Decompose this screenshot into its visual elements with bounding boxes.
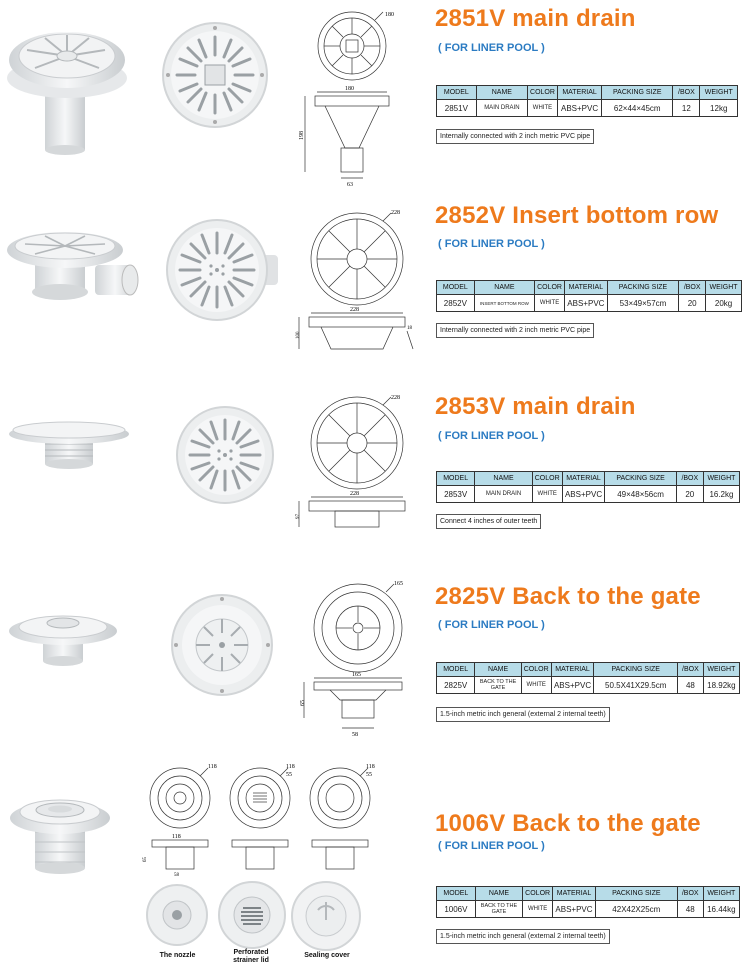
cell-color: WHITE [528,100,558,117]
header-model: MODEL [437,663,475,677]
spec-data-row [437,295,742,312]
cell-box: 12 [673,100,700,117]
header-weight: WEIGHT [703,472,739,486]
header-packing: PACKING SIZE [602,86,673,100]
cell-name: BACK TO THE GATE [475,901,522,918]
svg-text:100: 100 [296,331,301,339]
header-box: /BOX [677,887,703,901]
header-color: COLOR [521,663,551,677]
product-2825v [0,575,750,755]
header-model: MODEL [437,472,475,486]
header-model: MODEL [437,887,476,901]
cell-name: INSERT BOTTOM ROW [474,295,534,312]
cell-box: 20 [679,295,706,312]
svg-text:165: 165 [394,581,403,587]
product-title: 2853V main drain [435,393,636,420]
product-title: 1006V Back to the gate [435,810,701,837]
product-subtitle: ( FOR LINER POOL ) [438,430,545,442]
spec-header-row [437,86,738,100]
header-material: MATERIAL [553,887,596,901]
insert-top-photo [165,215,280,325]
drain-technical-drawing [295,8,420,188]
header-weight: WEIGHT [700,86,738,100]
header-weight: WEIGHT [706,281,742,295]
insert-technical-drawing [295,207,420,372]
svg-text:55: 55 [286,772,292,778]
cell-box: 48 [677,901,703,918]
header-color: COLOR [528,86,558,100]
header-weight: WEIGHT [703,887,739,901]
spec-data-row [437,486,740,503]
header-name: NAME [475,472,532,486]
svg-text:228: 228 [391,210,400,216]
svg-text:118: 118 [366,764,375,770]
product-2852v [0,195,750,385]
return-fitting-photo [5,790,120,880]
header-material: MATERIAL [562,472,605,486]
drain-technical-drawing [295,393,420,538]
cell-name: MAIN DRAIN [475,486,532,503]
header-color: COLOR [523,887,553,901]
svg-text:228: 228 [391,395,400,401]
sealing-cover-caption: Sealing cover [304,952,350,959]
product-note: Internally connected with 2 inch metric PVC pipe [436,129,594,144]
cell-color: WHITE [535,295,565,312]
cell-weight: 20kg [706,295,742,312]
spec-table [436,280,742,312]
spec-table [436,886,740,918]
svg-text:18: 18 [407,326,412,331]
header-box: /BOX [673,86,700,100]
svg-text:58: 58 [174,873,179,878]
header-model: MODEL [437,281,475,295]
sealing-cover-photo [290,880,362,952]
product-subtitle: ( FOR LINER POOL ) [438,238,545,250]
header-color: COLOR [535,281,565,295]
svg-text:198: 198 [299,131,305,140]
return-inlet-top-photo [170,593,275,698]
nozzle-caption: The nozzle [159,952,196,959]
svg-text:55: 55 [366,772,372,778]
cell-model: 2853V [437,486,475,503]
product-note: 1.5-inch metric inch general (external 2 internal teeth) [436,707,610,722]
cell-packing: 49×48×56cm [605,486,676,503]
product-1006v [0,755,750,968]
cell-model: 2852V [437,295,475,312]
cell-box: 48 [678,677,704,694]
svg-text:58: 58 [352,732,358,738]
header-box: /BOX [679,281,706,295]
header-name: NAME [475,887,522,901]
header-packing: PACKING SIZE [594,663,678,677]
header-packing: PACKING SIZE [607,281,679,295]
spec-header-row [437,281,742,295]
header-weight: WEIGHT [703,663,739,677]
cell-weight: 18.92kg [703,677,739,694]
header-packing: PACKING SIZE [595,887,677,901]
header-model: MODEL [437,86,477,100]
product-subtitle: ( FOR LINER POOL ) [438,42,545,54]
spec-header-row [437,472,740,486]
insert-side-photo [5,220,145,310]
product-subtitle: ( FOR LINER POOL ) [438,619,545,631]
svg-text:180: 180 [345,86,354,92]
header-material: MATERIAL [551,663,594,677]
svg-text:97: 97 [296,514,301,519]
product-title: 2825V Back to the gate [435,583,701,610]
header-name: NAME [475,663,521,677]
spec-data-row [437,677,740,694]
cell-material: ABS+PVC [557,100,601,117]
header-box: /BOX [676,472,703,486]
header-box: /BOX [678,663,704,677]
cell-model: 2825V [437,677,475,694]
cell-packing: 62×44×45cm [602,100,673,117]
cell-material: ABS+PVC [553,901,596,918]
drain-side-photo [5,10,135,160]
cell-material: ABS+PVC [565,295,608,312]
product-2853v [0,385,750,575]
nozzle-photo [145,883,210,948]
product-2851v [0,0,750,195]
spec-data-row [437,901,740,918]
cell-weight: 12kg [700,100,738,117]
cell-color: WHITE [523,901,553,918]
svg-text:180: 180 [385,12,394,18]
drain-top-photo [175,405,275,505]
drain-side-photo [5,410,135,480]
product-note: Internally connected with 2 inch metric PVC pipe [436,323,594,338]
return-inlet-technical-drawing [300,578,420,738]
svg-text:118: 118 [172,834,181,840]
svg-text:65: 65 [300,700,306,706]
cell-name: BACK TO THE GATE [475,677,521,694]
cell-material: ABS+PVC [562,486,605,503]
header-name: NAME [474,281,534,295]
svg-text:118: 118 [286,764,295,770]
spec-table [436,471,740,503]
drain-top-photo [160,20,270,130]
cell-color: WHITE [532,486,562,503]
cell-model: 1006V [437,901,476,918]
header-color: COLOR [532,472,562,486]
cell-packing: 42X42X25cm [595,901,677,918]
return-inlet-side-photo [5,603,135,673]
product-note: 1.5-inch metric inch general (external 2 internal teeth) [436,929,610,944]
spec-header-row [437,887,740,901]
fitting-technical-drawings [140,760,380,885]
product-title: 2852V Insert bottom row [435,202,719,229]
header-material: MATERIAL [557,86,601,100]
header-name: NAME [476,86,527,100]
spec-data-row [437,100,738,117]
svg-text:165: 165 [352,672,361,678]
cell-weight: 16.2kg [703,486,739,503]
cell-box: 20 [676,486,703,503]
svg-text:65: 65 [143,857,148,862]
product-note: Connect 4 inches of outer teeth [436,514,541,529]
header-packing: PACKING SIZE [605,472,676,486]
product-subtitle: ( FOR LINER POOL ) [438,840,545,852]
cell-material: ABS+PVC [551,677,594,694]
header-material: MATERIAL [565,281,608,295]
svg-text:118: 118 [208,764,217,770]
strainer-lid-caption: Perforated strainer lid [233,949,269,964]
cell-packing: 53×49×57cm [607,295,679,312]
svg-text:228: 228 [350,307,359,313]
cell-name: MAIN DRAIN [476,100,527,117]
cell-weight: 16.44kg [703,901,739,918]
spec-table [436,85,738,117]
spec-header-row [437,663,740,677]
cell-model: 2851V [437,100,477,117]
svg-text:228: 228 [350,491,359,497]
cell-packing: 50.5X41X29.5cm [594,677,678,694]
product-title: 2851V main drain [435,5,636,32]
strainer-lid-photo [217,880,287,950]
spec-table [436,662,740,694]
svg-text:63: 63 [347,182,353,188]
cell-color: WHITE [521,677,551,694]
